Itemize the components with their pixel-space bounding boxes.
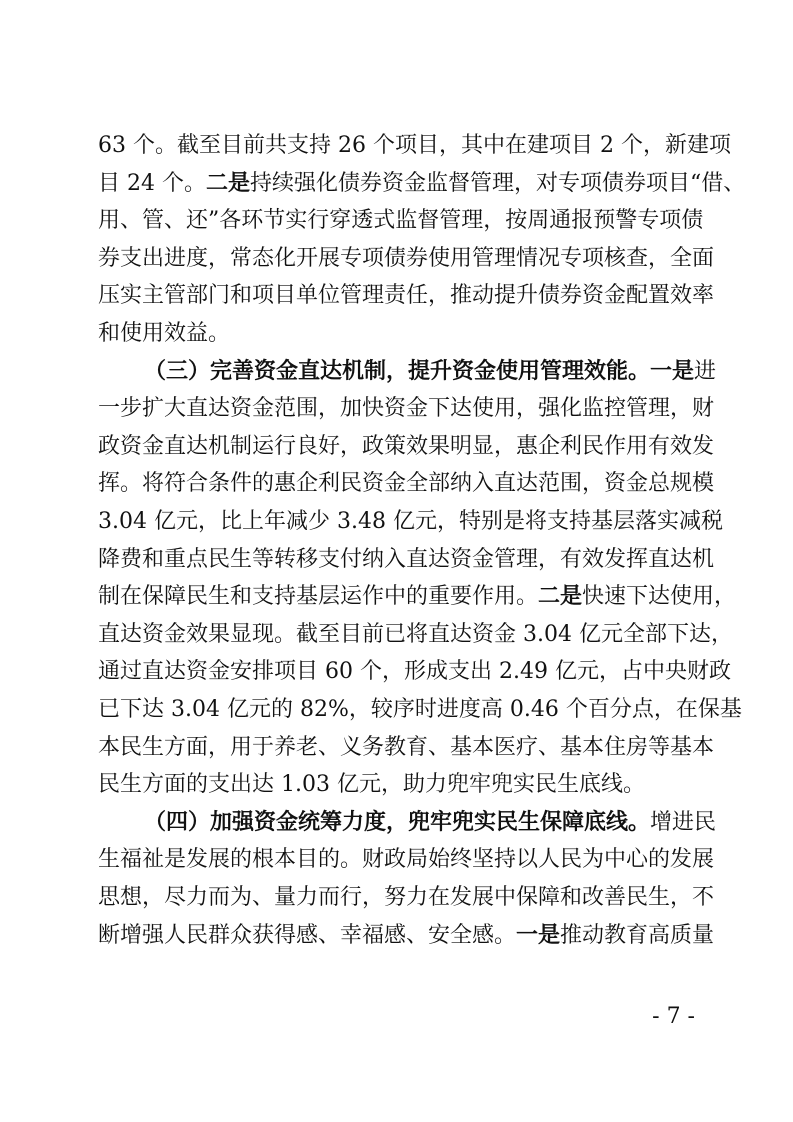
- body-text-line: 用、管、还”各环节实行穿透式监督管理，按周通报预警专项债: [98, 208, 704, 234]
- body-text-line: 直达资金效果显现。截至目前已将直达资金 3.04 亿元全部下达，: [98, 621, 733, 647]
- body-text-line: 通过直达资金安排项目 60 个，形成支出 2.49 亿元，占中央财政: [98, 659, 731, 685]
- body-text-line: 挥。将符合条件的惠企利民资金全部纳入直达范围，资金总规模: [98, 471, 715, 497]
- body-text-line: 本民生方面，用于养老、义务教育、基本医疗、基本住房等基本: [98, 734, 715, 760]
- body-text-line: 已下达 3.04 亿元的 82%，较序时进度高 0.46 个百分点，在保基: [98, 697, 742, 722]
- body-text-line: 券支出进度，常态化开展专项债券使用管理情况专项核查，全面: [98, 245, 715, 271]
- body-text-line: 制在保障民生和支持基层运作中的重要作用。二是快速下达使用，: [98, 584, 737, 610]
- body-text-line: 压实主管部门和项目单位管理责任，推动提升债券资金配置效率: [98, 283, 715, 309]
- body-text-line: 民生方面的支出达 1.03 亿元，助力兜牢兜实民生底线。: [98, 772, 645, 798]
- page-number: - 7 -: [652, 1004, 695, 1029]
- body-text-line: 政资金直达机制运行良好，政策效果明显，惠企利民作用有效发: [98, 433, 715, 459]
- section-heading-line: （四）加强资金统筹力度，兜牢兜实民生保障底线。增进民: [144, 809, 717, 835]
- body-text-line: 和使用效益。: [98, 321, 231, 346]
- body-text-line: 一步扩大直达资金范围，加快资金下达使用，强化监控管理，财: [98, 396, 715, 422]
- section-heading-line: （三）完善资金直达机制，提升资金使用管理效能。一是进: [144, 358, 717, 384]
- body-text-line: 生福祉是发展的根本目的。财政局始终坚持以人民为中心的发展: [98, 847, 715, 873]
- body-text-line: 思想，尽力而为、量力而行，努力在发展中保障和改善民生，不: [98, 885, 715, 910]
- body-text-line: 目 24 个。二是持续强化债券资金监督管理，对专项债券项目“借、: [98, 170, 746, 196]
- body-text-line: 63 个。截至目前共支持 26 个项目，其中在建项目 2 个，新建项: [98, 133, 731, 158]
- body-text-line: 断增强人民群众获得感、幸福感、安全感。一是推动教育高质量: [98, 922, 715, 948]
- body-text-line: 降费和重点民生等转移支付纳入直达资金管理，有效发挥直达机: [98, 546, 715, 572]
- body-text-line: 3.04 亿元，比上年减少 3.48 亿元，特别是将支持基层落实减税: [98, 509, 723, 534]
